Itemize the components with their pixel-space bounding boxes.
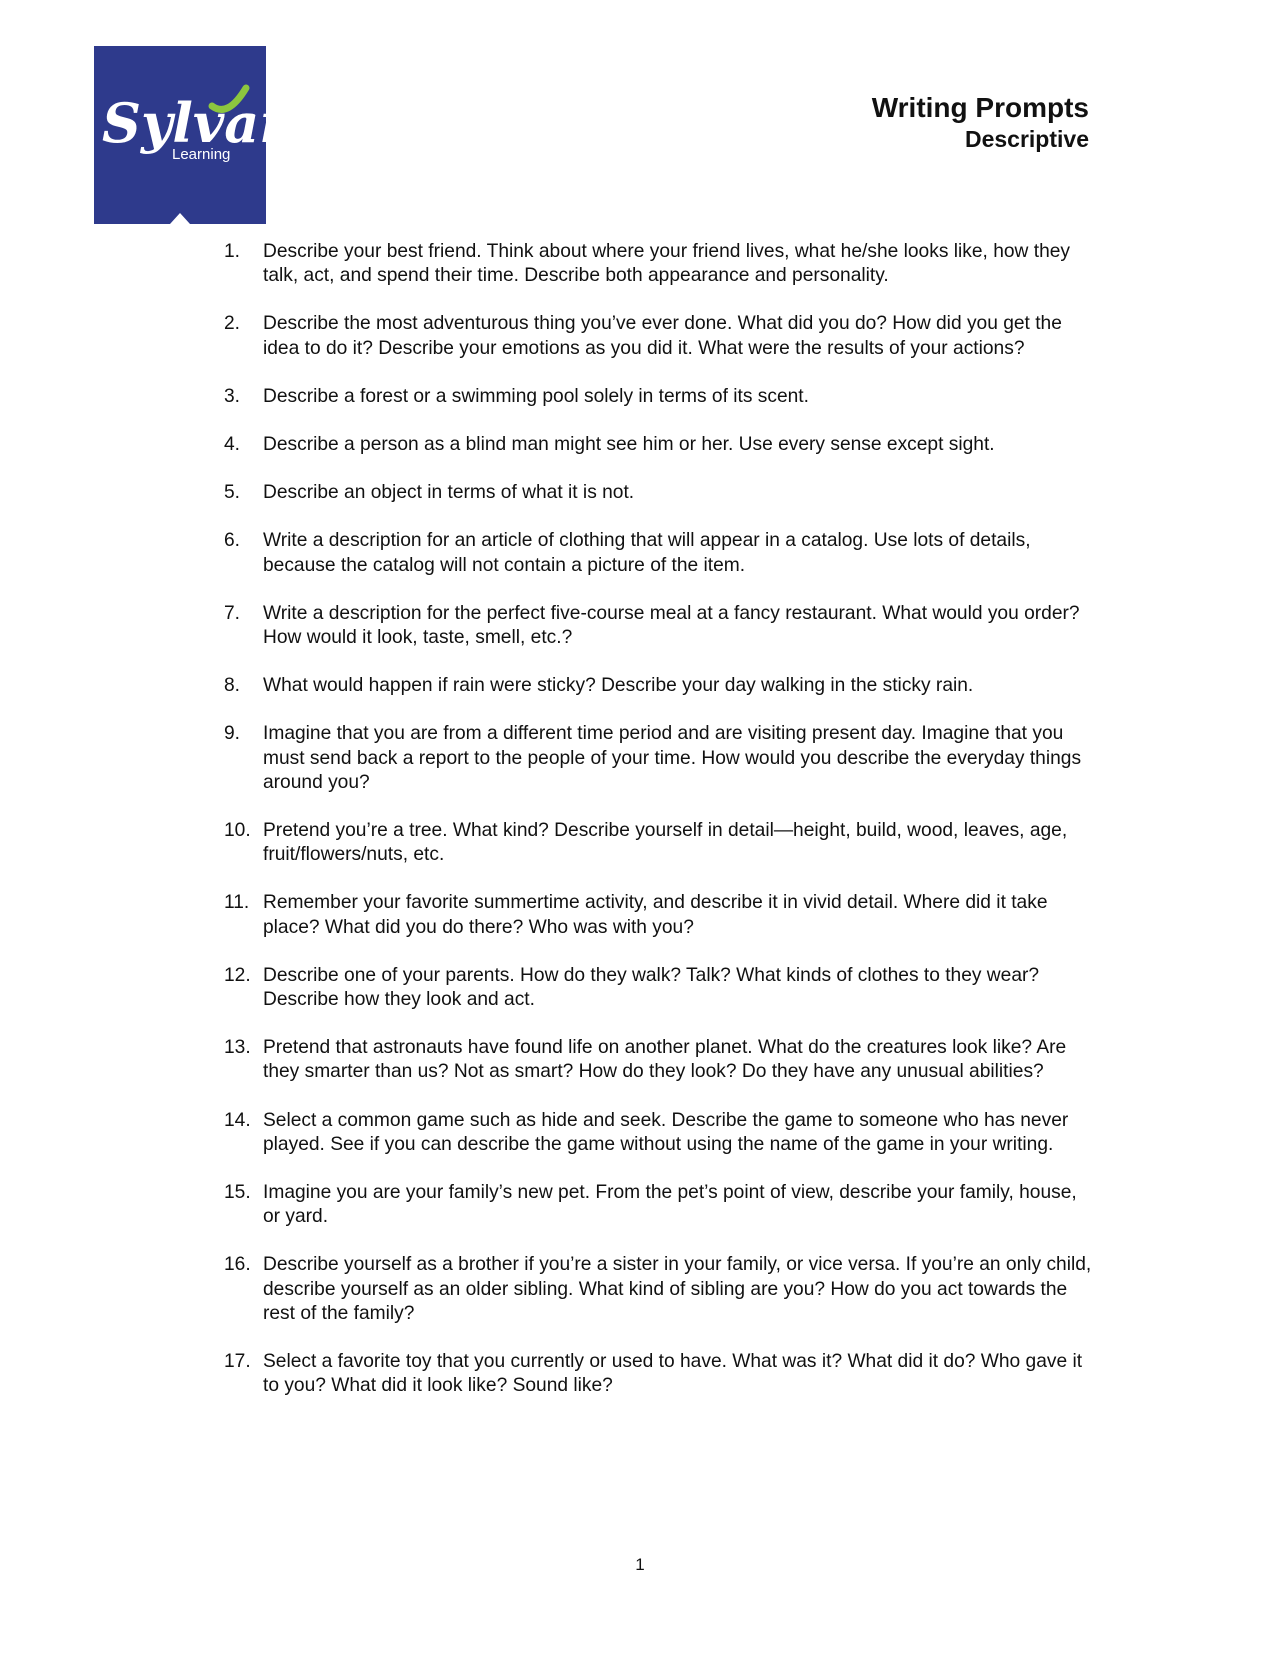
prompt-number: 16. [224, 1254, 251, 1276]
prompt-text: Write a description for an article of clothing that will appear in a catalog. Use lots of details, because the catalog will not contain a picture of the item. [263, 530, 1031, 576]
prompt-text: Pretend that astronauts have found life on another planet. What do the creatures look like? Are they smarter than us? Not as smart? How do they look? Do they have any unusual abilities? [263, 1037, 1067, 1083]
prompt-number: 1. [224, 241, 241, 262]
prompt-item [224, 1253, 1094, 1326]
prompt-item [224, 312, 1094, 360]
logo-sub-text: Learning [172, 146, 231, 163]
prompt-text: Describe yourself as a brother if you’re a sister in your family, or vice versa. If you’re an only child, describe yourself as an older sibling. What kind of sibling are you? How do you act towards the rest of the family? [263, 1254, 1092, 1324]
prompt-number: 6. [224, 530, 241, 552]
prompt-item [224, 481, 1094, 505]
page-number: 1 [635, 1555, 645, 1574]
prompt-item [224, 722, 1094, 795]
prompt-number: 7. [224, 602, 241, 624]
prompt-number: 12. [224, 964, 251, 986]
prompt-item [224, 1181, 1094, 1229]
prompt-number: 15. [224, 1182, 251, 1204]
prompt-text: Describe a person as a blind man might see him or her. Use every sense except sight. [263, 434, 995, 456]
document-header [872, 92, 1089, 154]
prompt-number: 13. [224, 1037, 251, 1059]
prompt-text: Pretend you’re a tree. What kind? Describe yourself in detail—height, build, wood, leaves, age, fruit/flowers/nuts, etc. [263, 820, 1068, 866]
prompt-item [224, 240, 1094, 288]
prompt-text: Remember your favorite summertime activity, and describe it in vivid detail. Where did it take place? What did you do there? Who was with you? [263, 892, 1048, 938]
page-title: Writing Prompts [871, 92, 1089, 123]
prompt-number: 8. [224, 675, 241, 697]
prompt-item [224, 1036, 1094, 1084]
prompt-text: Select a favorite toy that you currently or used to have. What was it? What did it do? Who gave it to you? What did it look like? Sound like? [263, 1351, 1083, 1397]
prompt-text: Imagine that you are from a different time period and are visiting present day. Imagine that you must send back a report to the people of your time. How would you describe the everyday things around you? [263, 723, 1082, 793]
prompt-item [224, 1109, 1094, 1157]
prompt-number: 17. [224, 1351, 251, 1373]
prompt-number: 4. [224, 434, 241, 456]
prompt-item [224, 433, 1094, 457]
prompt-text: Describe a forest or a swimming pool solely in terms of its scent. [263, 385, 809, 407]
sylvan-learning-logo [94, 46, 266, 224]
prompt-number: 9. [224, 723, 241, 745]
prompt-text: What would happen if rain were sticky? Describe your day walking in the sticky rain. [263, 675, 974, 697]
prompt-text: Write a description for the perfect five-course meal at a fancy restaurant. What would you order? How would it look, taste, smell, etc.? [263, 602, 1080, 649]
prompt-item [224, 674, 1094, 698]
prompt-number: 3. [224, 385, 241, 407]
prompt-number: 11. [224, 892, 250, 914]
prompt-text: Describe an object in terms of what it is not. [263, 482, 635, 504]
prompt-number: 14. [224, 1109, 251, 1131]
prompt-text: Select a common game such as hide and seek. Describe the game to someone who has never played. See if you can describe the game without using the name of the game in your writing. [263, 1109, 1069, 1155]
prompt-text: Describe the most adventurous thing you’ve ever done. What did you do? How did you get the idea to do it? Describe your emotions as you did it. What were the results of your actions? [263, 313, 1062, 359]
prompt-item [224, 385, 1094, 409]
prompt-item [224, 891, 1094, 939]
prompt-item [224, 602, 1094, 650]
logo-brand-text: Sylva [102, 91, 260, 155]
prompt-item [224, 819, 1094, 867]
prompt-item [224, 964, 1094, 1012]
prompt-text: Imagine you are your family’s new pet. From the pet’s point of view, describe your family, house, or yard. [263, 1182, 1077, 1228]
prompt-text: Describe one of your parents. How do they walk? Talk? What kinds of clothes to they wear? Describe how they look and act. [263, 964, 1040, 1011]
page-subtitle: Descriptive [964, 126, 1089, 152]
prompt-number: 5. [224, 482, 241, 504]
prompt-number: 2. [224, 313, 241, 335]
prompt-list [224, 240, 1094, 1423]
prompt-number: 10. [224, 820, 251, 842]
prompt-text: Describe your best friend. Think about where your friend lives, what he/she looks like, how they talk, act, and spend their time. Describe both appearance and personality. [263, 241, 1070, 287]
prompt-item [224, 1350, 1094, 1398]
prompt-item [224, 529, 1094, 577]
